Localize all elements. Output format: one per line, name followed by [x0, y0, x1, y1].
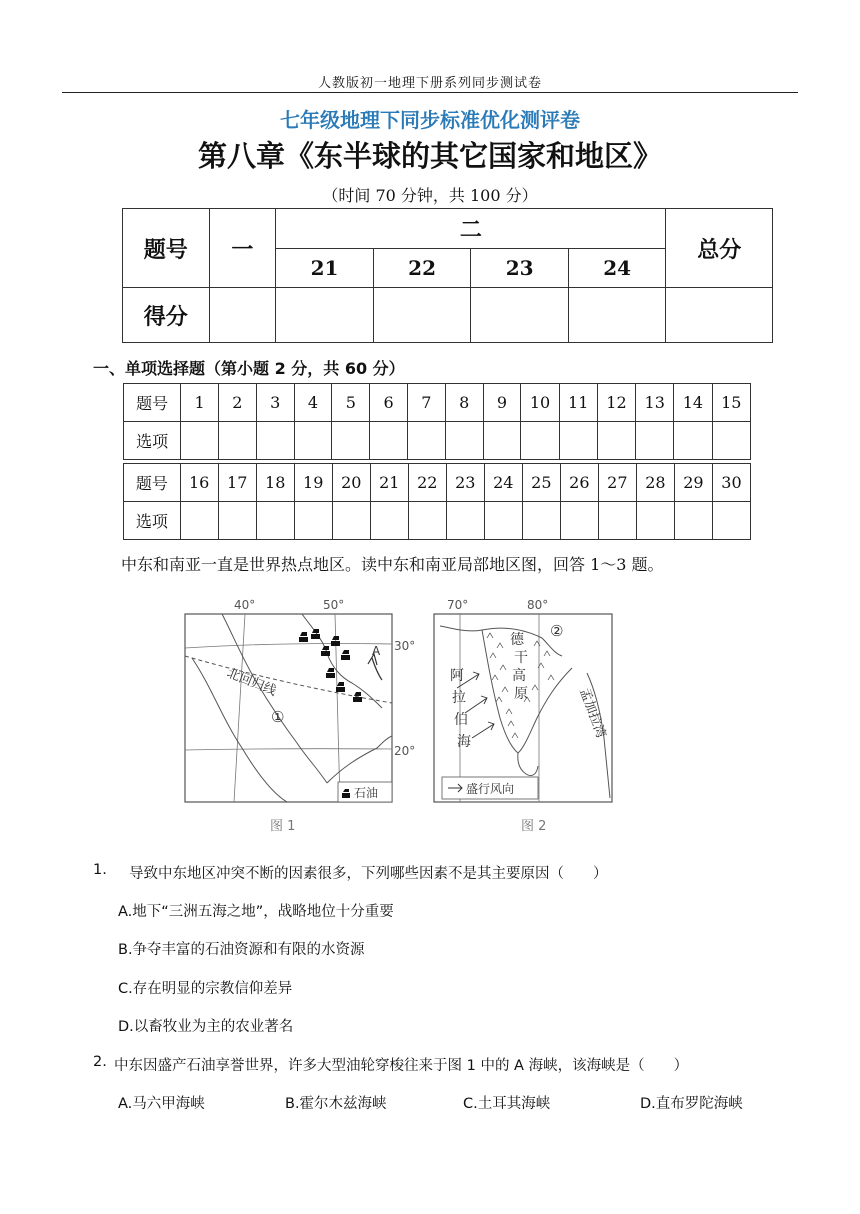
- answer-cell[interactable]: [483, 422, 521, 460]
- question-number: 25: [522, 464, 560, 502]
- deccan-char: 干: [514, 650, 528, 666]
- oil-icon: [299, 632, 308, 642]
- answer-row-label: 题号: [124, 464, 181, 502]
- answer-cell[interactable]: [674, 422, 712, 460]
- fig2-region-2: ②: [550, 622, 564, 640]
- section1-title: 一、单项选择题（第小题 2 分，共 60 分）: [93, 359, 405, 378]
- figure-1-caption: 图 1: [270, 819, 296, 834]
- oil-icon: [311, 629, 320, 639]
- oil-icon: [331, 636, 340, 646]
- fig1-lat-20: 20°: [394, 744, 416, 758]
- question-number: 11: [559, 384, 597, 422]
- question-1-number: 1.: [93, 862, 107, 878]
- answer-cell[interactable]: [180, 502, 218, 540]
- answer-table-1: [123, 383, 751, 460]
- answer-cell[interactable]: [559, 422, 597, 460]
- answer-cell[interactable]: [522, 502, 560, 540]
- answer-option-label: 选项: [124, 422, 181, 460]
- question-number: 4: [294, 384, 332, 422]
- question-number: 3: [256, 384, 294, 422]
- exam-title: 第八章《东半球的其它国家和地区》: [197, 139, 662, 173]
- fig1-coastline-south: [327, 736, 392, 783]
- question-number: 5: [332, 384, 370, 422]
- answer-cell[interactable]: [256, 422, 294, 460]
- score-q22: 22: [373, 249, 471, 288]
- deccan-char: 高: [512, 668, 526, 684]
- fig1-lat-30: 30°: [394, 639, 416, 653]
- wind-arrow: [472, 722, 494, 738]
- question-number: 14: [674, 384, 712, 422]
- oil-icon: [353, 692, 362, 702]
- fig2-legend-label: 盛行风向: [466, 782, 515, 796]
- score-cell[interactable]: [568, 288, 666, 343]
- score-q24: 24: [568, 249, 666, 288]
- question-number: 17: [218, 464, 256, 502]
- question-number: 26: [560, 464, 598, 502]
- question-number: 8: [445, 384, 483, 422]
- answer-cell[interactable]: [370, 502, 408, 540]
- question-number: 29: [674, 464, 712, 502]
- fig1-parallel-20: [185, 749, 392, 750]
- question-number: 22: [408, 464, 446, 502]
- question-2-text: 中东因盛产石油享誉世界，许多大型油轮穿梭往来于图 1 中的 A 海峡，该海峡是（ ）: [114, 1058, 689, 1074]
- answer-table-2: [123, 463, 751, 540]
- answer-cell[interactable]: [636, 502, 674, 540]
- deccan-char: 原: [514, 686, 528, 702]
- bay-of-bengal-label: 孟加拉湾: [576, 686, 609, 741]
- question-number: 7: [407, 384, 445, 422]
- answer-cell[interactable]: [712, 502, 750, 540]
- score-cell[interactable]: [209, 288, 276, 343]
- fig1-region-1: ①: [271, 708, 285, 726]
- score-q21: 21: [276, 249, 374, 288]
- answer-cell[interactable]: [636, 422, 674, 460]
- question-number: 16: [180, 464, 218, 502]
- fig1-lon-40: 40°: [234, 598, 256, 612]
- answer-cell[interactable]: [597, 422, 635, 460]
- score-total: 总分: [666, 209, 773, 288]
- question-number: 2: [219, 384, 257, 422]
- fig1-legend-label: 石油: [354, 786, 379, 800]
- fig1-lon-50: 50°: [323, 598, 345, 612]
- deccan-char: 德: [510, 632, 524, 648]
- score-part1: 一: [209, 209, 276, 288]
- question-number: 21: [370, 464, 408, 502]
- answer-cell[interactable]: [218, 502, 256, 540]
- answer-row-label: 题号: [124, 384, 181, 422]
- answer-cell[interactable]: [332, 502, 370, 540]
- page-header: 人教版初一地理下册系列同步测试卷: [317, 76, 542, 91]
- answer-cell[interactable]: [560, 502, 598, 540]
- oil-icon: [326, 668, 335, 678]
- question-number: 10: [521, 384, 559, 422]
- answer-cell[interactable]: [521, 422, 559, 460]
- score-table: [122, 208, 773, 343]
- strait-a-label: A: [372, 644, 381, 658]
- score-col-label: 题号: [123, 209, 210, 288]
- score-q23: 23: [471, 249, 569, 288]
- question-number: 12: [597, 384, 635, 422]
- header-divider: [62, 92, 798, 93]
- intro-text: 中东和南亚一直是世界热点地区。读中东和南亚局部地区图，回答 1～3 题。: [121, 555, 664, 574]
- question-2-option-c[interactable]: C.土耳其海峡: [463, 1096, 551, 1112]
- answer-cell[interactable]: [294, 502, 332, 540]
- answer-cell[interactable]: [445, 422, 483, 460]
- question-number: 28: [636, 464, 674, 502]
- tropic-label: 北回归线: [224, 665, 279, 700]
- answer-cell[interactable]: [407, 422, 445, 460]
- question-number: 20: [332, 464, 370, 502]
- answer-cell[interactable]: [598, 502, 636, 540]
- map-figures: [182, 598, 618, 840]
- time-info: （时间 70 分钟，共 100 分）: [322, 186, 538, 205]
- question-number: 9: [483, 384, 521, 422]
- exam-subtitle: 七年级地理下同步标准优化测评卷: [280, 108, 580, 132]
- figure-1-frame: [185, 614, 392, 802]
- answer-cell[interactable]: [712, 422, 750, 460]
- arabian-char: 拉: [452, 690, 466, 706]
- answer-cell[interactable]: [408, 502, 446, 540]
- question-number: 24: [484, 464, 522, 502]
- fig2-coast-north: [440, 626, 562, 656]
- fig2-lon-80: 80°: [527, 598, 549, 612]
- score-part2: 二: [276, 209, 666, 249]
- figure-2-caption: 图 2: [521, 819, 547, 834]
- oil-icon: [321, 646, 330, 656]
- fig1-parallel-30: [185, 644, 392, 649]
- oil-icon: [341, 650, 350, 660]
- score-cell[interactable]: [276, 288, 374, 343]
- answer-cell[interactable]: [370, 422, 408, 460]
- score-cell[interactable]: [471, 288, 569, 343]
- question-1-option-a[interactable]: A.地下“三洲五海之地”，战略地位十分重要: [118, 904, 394, 920]
- question-number: 18: [256, 464, 294, 502]
- question-number: 30: [712, 464, 750, 502]
- arabian-char: 阿: [450, 668, 464, 684]
- answer-cell[interactable]: [294, 422, 332, 460]
- question-number: 23: [446, 464, 484, 502]
- score-row-label: 得分: [123, 288, 210, 343]
- answer-cell[interactable]: [332, 422, 370, 460]
- wind-arrow: [465, 696, 487, 713]
- question-number: 6: [370, 384, 408, 422]
- question-2-option-b[interactable]: B.霍尔木兹海峡: [285, 1096, 387, 1112]
- question-number: 13: [636, 384, 674, 422]
- figure-2-map: [434, 598, 612, 834]
- oil-icon: [336, 682, 345, 692]
- answer-option-label: 选项: [124, 502, 181, 540]
- answer-cell[interactable]: [256, 502, 294, 540]
- question-2-option-d[interactable]: D.直布罗陀海峡: [640, 1096, 743, 1112]
- arabian-char: 海: [457, 734, 471, 750]
- answer-cell[interactable]: [484, 502, 522, 540]
- answer-cell[interactable]: [446, 502, 484, 540]
- question-number: 27: [598, 464, 636, 502]
- arabian-char: 伯: [454, 712, 468, 728]
- answer-cell[interactable]: [219, 422, 257, 460]
- question-1-option-c[interactable]: C.存在明显的宗教信仰差异: [118, 981, 293, 997]
- question-number: 1: [181, 384, 219, 422]
- score-cell[interactable]: [666, 288, 773, 343]
- fig2-lon-70: 70°: [447, 598, 469, 612]
- figure-1-map: [185, 598, 415, 834]
- question-2-number: 2.: [93, 1054, 107, 1070]
- question-1-option-d[interactable]: D.以畜牧业为主的农业著名: [118, 1019, 294, 1035]
- score-cell[interactable]: [373, 288, 471, 343]
- question-1-text: 导致中东地区冲突不断的因素很多，下列哪些因素不是其主要原因（ ）: [129, 866, 608, 882]
- strait-a-arrow: [372, 658, 382, 680]
- answer-cell[interactable]: [181, 422, 219, 460]
- answer-cell[interactable]: [674, 502, 712, 540]
- question-number: 19: [294, 464, 332, 502]
- fig2-coast-srilanka: [518, 753, 538, 776]
- fig1-coastline-arabia: [222, 614, 327, 783]
- question-1-option-b[interactable]: B.争夺丰富的石油资源和有限的水资源: [118, 942, 365, 958]
- question-2-option-a[interactable]: A.马六甲海峡: [118, 1096, 205, 1112]
- question-number: 15: [712, 384, 750, 422]
